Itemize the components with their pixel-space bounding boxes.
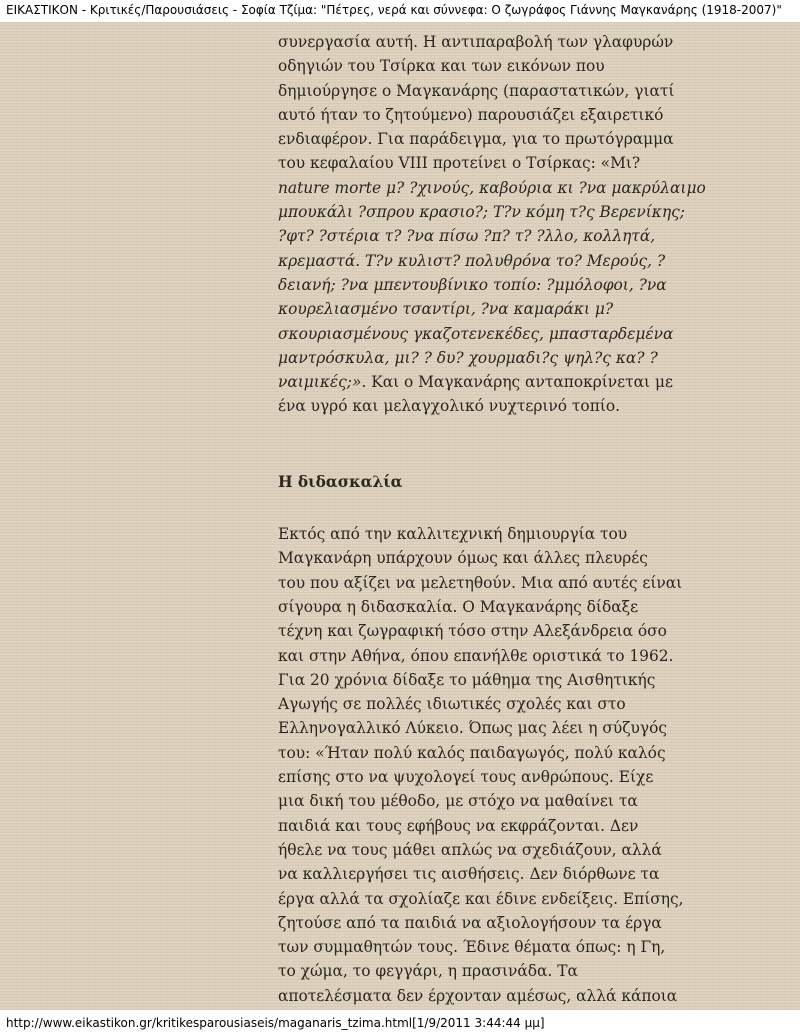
italic-text-line: κουρελιασμένο τσαντίρι, ?να καμαράκι μ?: [278, 300, 614, 319]
italic-text-line: μπουκάλι ?σπρου κρασιο?; Τ?ν κόμη τ?ς Βερενίκης;: [278, 203, 685, 222]
italic-text-line: κρεμαστά. Τ?ν κυλιστ? πολυθρόνα το? Μερούς, ?: [278, 251, 666, 270]
text-line: να καλλιεργήσει τις αισθήσεις. Δεν διόρθωνε τα: [278, 865, 660, 884]
text-line: Μαγκανάρη υπάρχουν όμως και άλλες πλευρές: [278, 549, 648, 568]
text-line: επίσης στο να ψυχολογεί τους ανθρώπους. Είχε: [278, 768, 654, 787]
italic-text-line: δειανή; ?να μπεντουβίνικο τοπίο: ?μμόλοφοι, ?να: [278, 275, 667, 294]
text-line: ήθελε να τους μάθει απλώς να σχεδιάζουν, αλλά: [278, 840, 662, 859]
text-line: τέχνη και ζωγραφική τόσο στην Αλεξάνδρεια όσο: [278, 622, 667, 641]
article-column: [278, 30, 706, 1008]
text-line: σίγουρα η διδασκαλία. Ο Μαγκανάρης δίδαξε: [278, 597, 639, 616]
section-paragraph: [278, 522, 684, 1008]
intro-paragraph: [278, 30, 675, 176]
italic-text-line: μαντρόσκυλα, μι? ? δυ? χουρμαδι?ς ψηλ?ς κα? ?: [278, 348, 658, 367]
italic-text-line: nature morte μ? ?χινούς, καβούρια κι ?να μακρύλαιμο: [278, 178, 706, 197]
text-line: και στην Αθήνα, όπου επανήλθε οριστικά το 1962.: [278, 646, 674, 665]
text-line: συνεργασία αυτή. Η αντιπαραβολή των γλαφυρών: [278, 33, 674, 51]
text-line: Ελληνογαλλικό Λύκειο. Όπως μας λέει η σύζυγός: [278, 719, 667, 738]
text-line: έργα αλλά τα σχολίαζε και έδινε ενδείξεις. Επίσης,: [278, 889, 684, 908]
text-line: αυτό ήταν το ζητούμενο) παρουσιάζει εξαιρετικό: [278, 105, 664, 124]
text-line: του: «Ήταν πολύ καλός παιδαγωγός, πολύ καλός: [278, 743, 666, 762]
text-line: οδηγιών του Τσίρκα και των εικόνων που: [278, 57, 605, 76]
text-line: μια δική του μέθοδο, με στόχο να μαθαίνει τα: [278, 792, 638, 811]
text-line: Για 20 χρόνια δίδαξε το μάθημα της Αισθητικής: [278, 670, 656, 689]
closing-text-fragment: . Και ο Μαγκανάρης ανταποκρίνεται με: [361, 373, 673, 392]
article-page: [0, 22, 800, 1010]
text-line: του που αξίζει να μελετηθούν. Μια από αυτές είναι: [278, 573, 683, 592]
text-line: το χώμα, το φεγγάρι, η πρασινάδα. Τα: [278, 962, 578, 981]
page-header-title: ΕΙΚΑΣΤΙΚΟΝ - Κριτικές/Παρουσιάσεις - Σοφία Τζίμα: "Πέτρες, νερά και σύννεφα: Ο ζωγράφος Γιάννης Μαγκανάρης (1918-2007)": [6, 3, 782, 17]
text-line: δημιούργησε ο Μαγκανάρης (παραστατικών, γιατί: [278, 81, 675, 100]
text-line: παιδιά και τους εφήβους να εκφράζονται. Δεν: [278, 816, 639, 835]
text-line: αποτελέσματα δεν έρχονταν αμέσως, αλλά κάποια: [278, 986, 678, 1005]
text-line: του κεφαλαίου VIII προτείνει ο Τσίρκας: «Μι?: [278, 154, 641, 173]
text-line: ενδιαφέρον. Για παράδειγμα, για το πρωτόγραμμα: [278, 130, 674, 149]
quoted-italic-passage: [278, 176, 706, 370]
text-line: Εκτός από την καλλιτεχνική δημιουργία του: [278, 525, 628, 544]
text-line: Αγωγής σε πολλές ιδιωτικές σχολές και στο: [278, 695, 626, 714]
italic-text-line: ?φτ? ?στέρια τ? ?να πίσω ?π? τ? ?λλο, κολλητά,: [278, 227, 656, 246]
section-heading: Η διδασκαλία: [278, 472, 403, 491]
closing-line-2: ένα υγρό και μελαγχολικό νυχτερινό τοπίο.: [278, 397, 621, 416]
closing-italic-fragment: ναιμικές;»: [278, 373, 362, 392]
text-line: ζητούσε από τα παιδιά να αξιολογήσουν τα έργα: [278, 913, 662, 932]
page-footer-url: http://www.eikastikon.gr/kritikesparousiaseis/maganaris_tzima.html[1/9/2011 3:44:44 μμ]: [6, 1016, 545, 1030]
text-line: των συμμαθητών τους. Έδινε θέματα όπως: η Γη,: [278, 938, 666, 957]
italic-text-line: σκουριασμένους γκαζοτενεκέδες, μπασταρδεμένα: [278, 324, 674, 343]
closing-line: [278, 370, 673, 394]
